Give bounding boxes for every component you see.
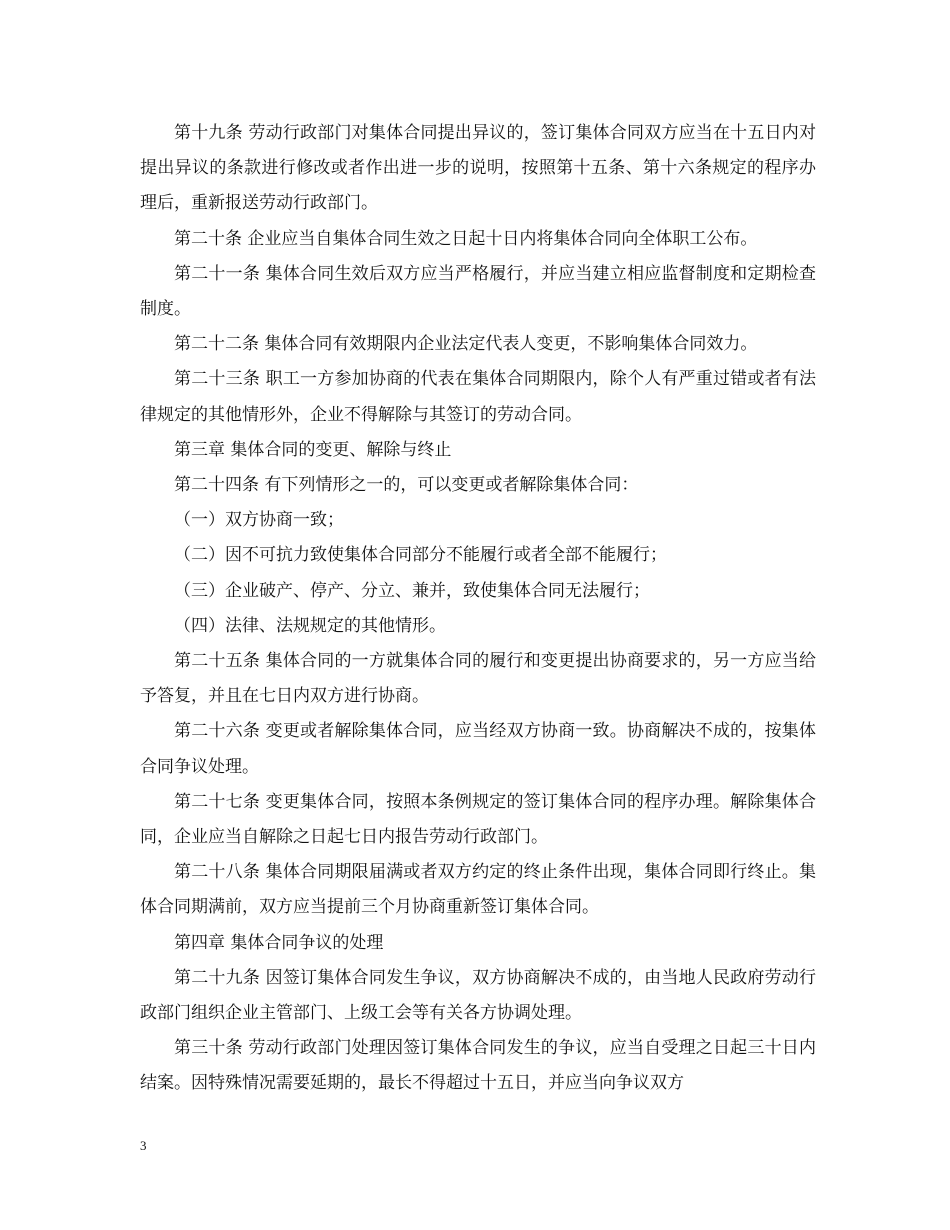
- article-24-item-3: （三）企业破产、停产、分立、兼并，致使集体合同无法履行；: [174, 580, 650, 601]
- page-number: 3: [140, 1138, 147, 1153]
- article-30: 第三十条 劳动行政部门处理因签订集体合同发生的争议，应当自受理之日起三十日内结案。因特殊情况需要延期的，最长不得超过十五日，并应当向争议双方: [140, 1038, 816, 1094]
- article-27: 第二十七条 变更集体合同，按照本条例规定的签订集体合同的程序办理。解除集体合同，企业应当自解除之日起七日内报告劳动行政部门。: [140, 791, 816, 848]
- article-21: 第二十一条 集体合同生效后双方应当严格履行，并应当建立相应监督制度和定期检查制度。: [140, 263, 816, 320]
- article-19: 第十九条 劳动行政部门对集体合同提出异议的，签订集体合同双方应当在十五日内对提出异议的条款进行修改或者作出进一步的说明，按照第十五条、第十六条规定的程序办理后，重新报送劳动行政部门。: [140, 123, 816, 214]
- article-23: 第二十三条 职工一方参加协商的代表在集体合同期限内，除个人有严重过错或者有法律规定的其他情形外，企业不得解除与其签订的劳动合同。: [140, 369, 816, 425]
- article-29: 第二十九条 因签订集体合同发生争议，双方协商解决不成的，由当地人民政府劳动行政部门组织企业主管部门、上级工会等有关各方协调处理。: [140, 967, 816, 1024]
- article-28: 第二十八条 集体合同期限届满或者双方约定的终止条件出现，集体合同即行终止。集体合同期满前，双方应当提前三个月协商重新签订集体合同。: [140, 862, 816, 918]
- article-25: 第二十五条 集体合同的一方就集体合同的履行和变更提出协商要求的，另一方应当给予答复，并且在七日内双方进行协商。: [140, 651, 816, 707]
- article-22: 第二十二条 集体合同有效期限内企业法定代表人变更，不影响集体合同效力。: [174, 334, 758, 355]
- document-body: [140, 116, 816, 1102]
- article-24-item-1: （一）双方协商一致；: [174, 510, 344, 531]
- article-20: 第二十条 企业应当自集体合同生效之日起十日内将集体合同向全体职工公布。: [174, 228, 758, 249]
- article-24-item-2: （二）因不可抗力致使集体合同部分不能履行或者全部不能履行；: [174, 545, 667, 566]
- chapter-3-heading: 第三章 集体合同的变更、解除与终止: [174, 439, 452, 460]
- chapter-4-heading: 第四章 集体合同争议的处理: [174, 932, 384, 953]
- article-24-item-4: （四）法律、法规规定的其他情形。: [174, 615, 446, 636]
- article-26: 第二十六条 变更或者解除集体合同，应当经双方协商一致。协商解决不成的，按集体合同争议处理。: [140, 721, 816, 777]
- article-24: 第二十四条 有下列情形之一的，可以变更或者解除集体合同：: [174, 475, 639, 496]
